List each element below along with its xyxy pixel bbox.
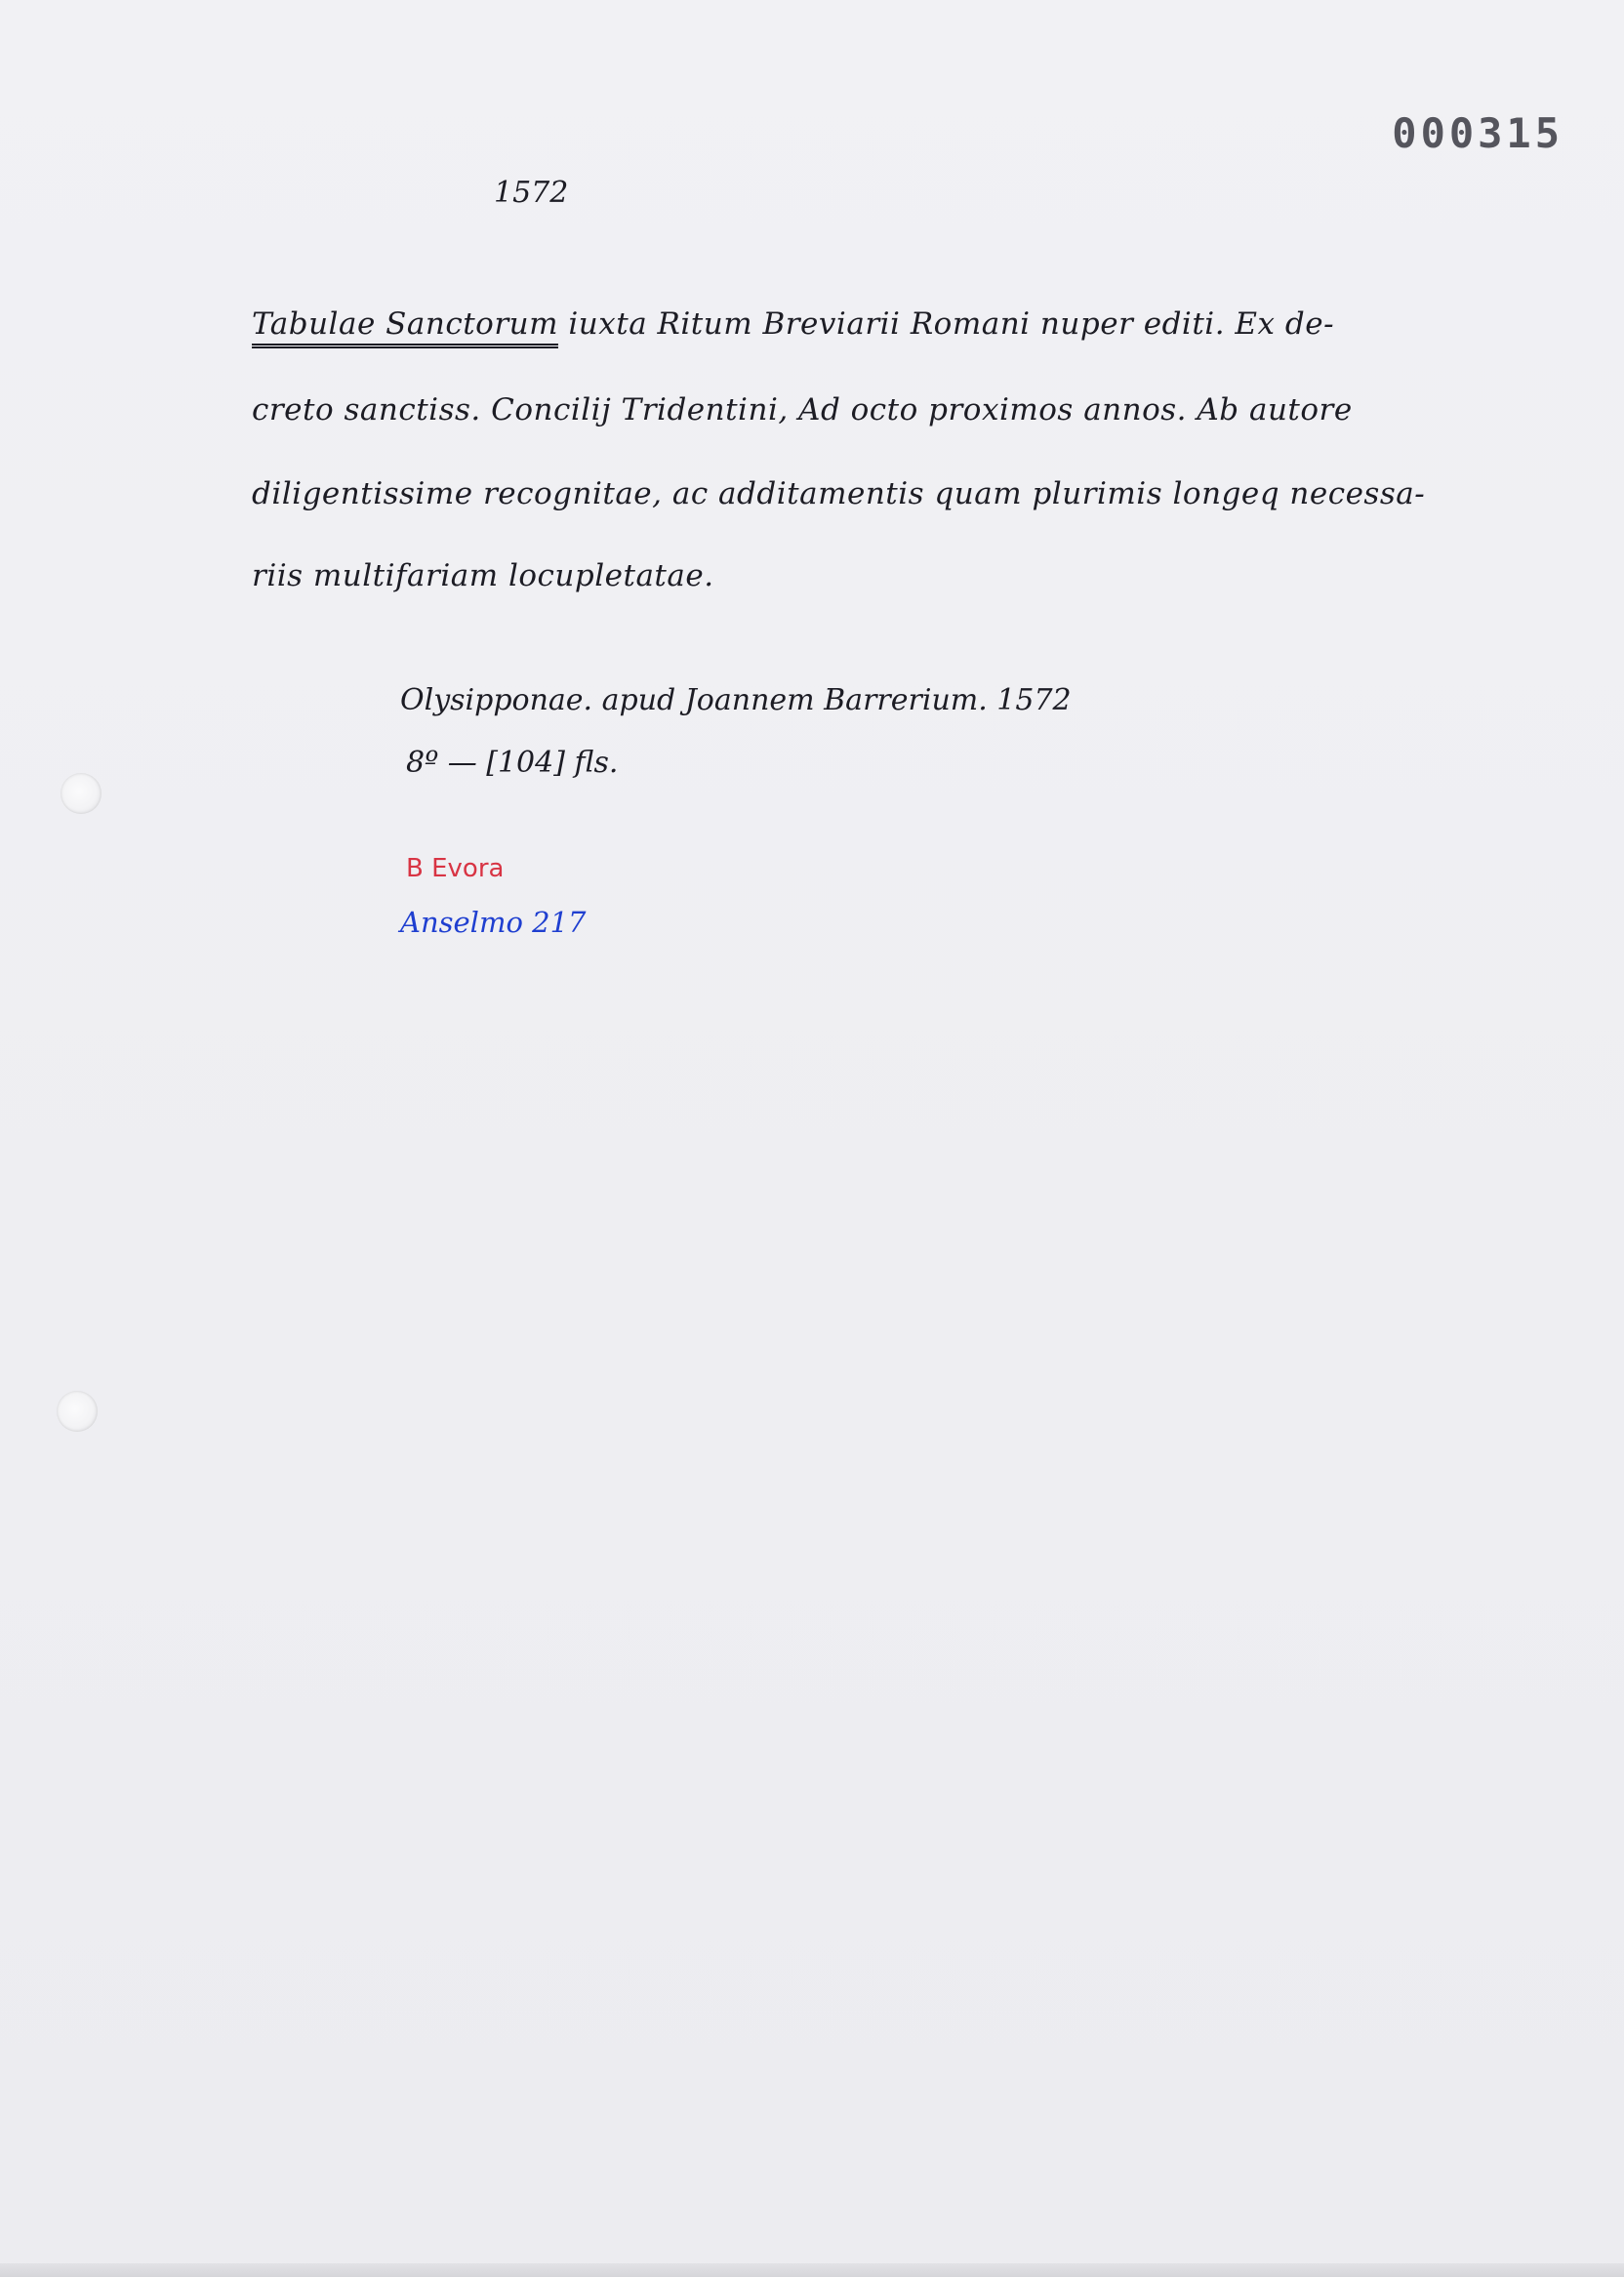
format-line: 8º — [104] fls. bbox=[406, 746, 619, 780]
title-line-1 bbox=[252, 306, 1334, 348]
title-line-3: diligentissime recognitae, ac additamentis quam plurimis longeq necessa- bbox=[252, 476, 1426, 511]
library-note: B Evora bbox=[406, 854, 505, 883]
title-line-1-rest: iuxta Ritum Breviarii Romani nuper editi. Ex de- bbox=[568, 306, 1335, 342]
title-line-4: riis multifariam locupletatae. bbox=[252, 558, 714, 593]
reference-note: Anselmo 217 bbox=[400, 906, 587, 939]
imprint-line: Olysipponae. apud Joannem Barrerium. 1572 bbox=[400, 683, 1072, 717]
title-line-2: creto sanctiss. Concilij Tridentini, Ad octo proximos annos. Ab autore bbox=[252, 392, 1353, 427]
punch-hole bbox=[61, 773, 102, 814]
year-heading: 1572 bbox=[494, 176, 569, 210]
punch-hole bbox=[57, 1391, 98, 1432]
record-number-stamp: 000315 bbox=[1392, 109, 1563, 157]
title-underlined: Tabulae Sanctorum bbox=[252, 306, 558, 348]
card-bottom-edge bbox=[0, 2263, 1624, 2277]
